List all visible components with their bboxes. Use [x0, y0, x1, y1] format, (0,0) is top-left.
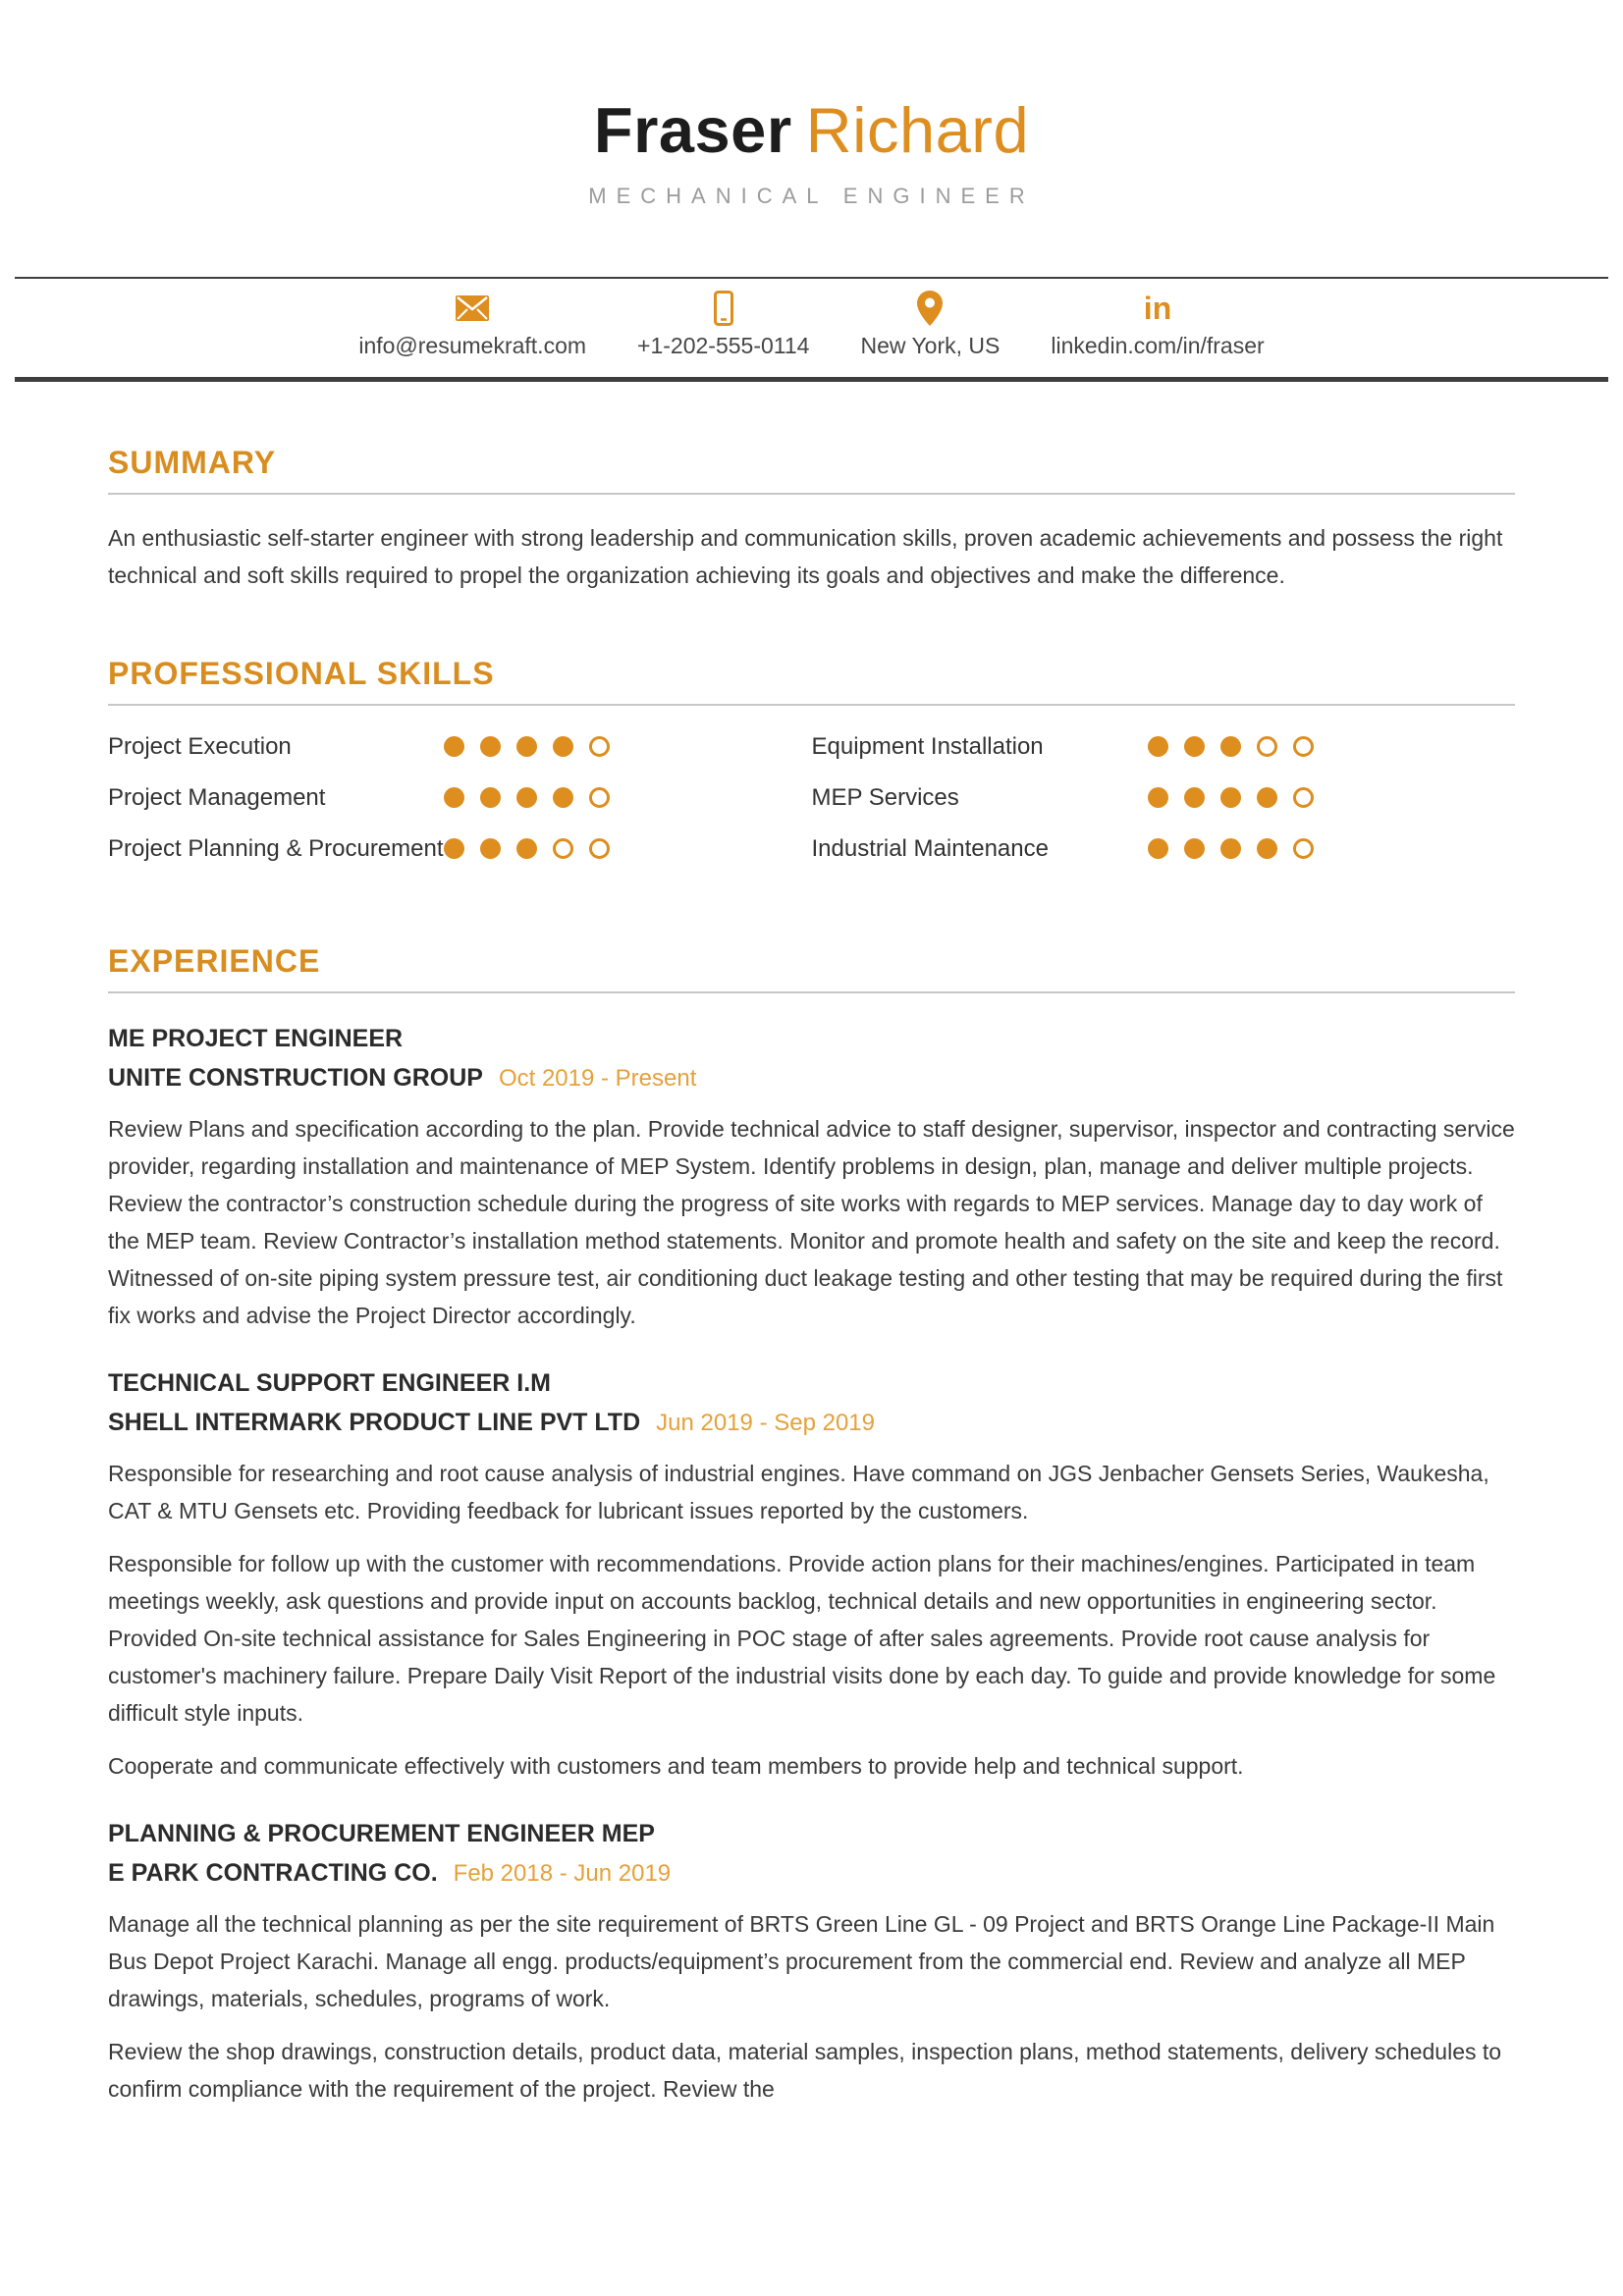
contact-item-email	[358, 291, 586, 359]
experience-section	[108, 942, 1515, 2108]
job-entry	[108, 1814, 1515, 2108]
skills-section	[108, 655, 1515, 883]
rating-dot-filled	[1148, 787, 1168, 808]
rating-dot-filled	[1220, 787, 1241, 808]
experience-heading: EXPERIENCE	[108, 943, 321, 979]
rating-dot-empty	[1293, 838, 1314, 859]
rating-dot-filled	[1184, 838, 1205, 859]
candidate-job-title: MECHANICAL ENGINEER	[588, 184, 1035, 208]
skill-rating-dots	[1148, 838, 1314, 859]
skill-name: MEP Services	[811, 784, 959, 811]
rating-dot-filled	[1257, 787, 1277, 808]
job-description: Manage all the technical planning as per the site requirement of BRTS Green Line GL - 09 Project and BRTS Orange Line Package-II Main Bus Depot Project Karachi. Manage all engg. products/equipment’s procurement from the commercial end. Review and analyze all MEP drawings, materials, schedules, programs of work.	[108, 1911, 1495, 2011]
rating-dot-empty	[589, 787, 610, 808]
candidate-last-name: Richard	[805, 94, 1030, 166]
rating-dot-filled	[1184, 736, 1205, 757]
job-company: UNITE CONSTRUCTION GROUP	[108, 1064, 483, 1092]
linkedin-icon: in	[1143, 291, 1172, 326]
phone-icon	[714, 291, 733, 326]
skill-rating-dots	[1148, 787, 1314, 808]
job-dates: Oct 2019 - Present	[498, 1065, 697, 1092]
job-company-line	[108, 1058, 1515, 1098]
job-dates: Jun 2019 - Sep 2019	[656, 1410, 875, 1436]
job-title: TECHNICAL SUPPORT ENGINEER I.M	[108, 1369, 551, 1397]
rating-dot-filled	[444, 838, 464, 859]
skills-column-right	[812, 730, 1516, 883]
rating-dot-filled	[1220, 838, 1241, 859]
skill-row	[812, 832, 1516, 865]
contact-row	[15, 291, 1608, 359]
resume-body	[108, 444, 1515, 2108]
skills-grid	[108, 730, 1515, 883]
contact-item-phone	[637, 291, 809, 359]
summary-text: An enthusiastic self-starter engineer with strong leadership and communication skills, proven academic achievements and possess the right technical and soft skills required to propel the organization achieving its goals and objectives and make the difference.	[108, 525, 1503, 588]
skill-rating-dots	[444, 787, 610, 808]
skill-row	[812, 781, 1516, 814]
job-title: ME PROJECT ENGINEER	[108, 1025, 404, 1052]
job-description: Review Plans and specification according to the plan. Provide technical advice to staff designer, supervisor, inspector and contracting service provider, regarding installation and maintenance of MEP System. Identify problems in design, plan, manage and deliver multiple projects. Review the contractor’s construction schedule during the progress of site works with regards to MEP services. Manage day to day work of the MEP team. Review Contractor’s installation method statements. Monitor and promote health and safety on the site and keep the record. Witnessed of on-site piping system pressure test, air conditioning duct leakage testing and other testing that may be required during the first fix works and advise the Project Director accordingly.	[108, 1116, 1515, 1328]
rating-dot-filled	[1148, 838, 1168, 859]
job-dates: Feb 2018 - Jun 2019	[453, 1860, 672, 1887]
rating-dot-filled	[444, 736, 464, 757]
skills-divider	[108, 704, 1515, 706]
rating-dot-filled	[516, 838, 537, 859]
summary-heading: SUMMARY	[108, 445, 277, 480]
skill-row	[108, 781, 812, 814]
contact-linkedin-label: linkedin.com/in/fraser	[1051, 333, 1265, 358]
rating-dot-empty	[1257, 736, 1277, 757]
summary-divider	[108, 493, 1515, 495]
rating-dot-filled	[516, 736, 537, 757]
job-title: PLANNING & PROCUREMENT ENGINEER MEP	[108, 1820, 655, 1847]
skills-column-left	[108, 730, 812, 883]
rating-dot-empty	[589, 838, 610, 859]
skill-row	[812, 730, 1516, 763]
rating-dot-filled	[1220, 736, 1241, 757]
candidate-first-name: Fraser	[593, 94, 792, 166]
skill-rating-dots	[444, 736, 610, 757]
rating-dot-filled	[1184, 787, 1205, 808]
skills-heading: PROFESSIONAL SKILLS	[108, 656, 495, 691]
experience-divider	[108, 991, 1515, 993]
location-icon	[917, 291, 943, 326]
job-description: Cooperate and communicate effectively with customers and team members to provide help and technical support.	[108, 1753, 1244, 1779]
skill-row	[108, 832, 812, 865]
skill-name: Project Management	[108, 784, 326, 811]
rating-dot-filled	[444, 787, 464, 808]
rating-dot-filled	[553, 736, 573, 757]
rating-dot-empty	[1293, 736, 1314, 757]
summary-section	[108, 444, 1515, 594]
job-description: Responsible for researching and root cause analysis of industrial engines. Have command on JGS Jenbacher Gensets Series, Waukesha, CAT & MTU Gensets etc. Providing feedback for lubricant issues reported by the customers.	[108, 1461, 1489, 1523]
rating-dot-filled	[480, 736, 501, 757]
resume-header	[0, 0, 1623, 210]
job-company: SHELL INTERMARK PRODUCT LINE PVT LTD	[108, 1409, 641, 1436]
job-company: E PARK CONTRACTING CO.	[108, 1859, 438, 1887]
skill-name: Project Execution	[108, 733, 292, 760]
contact-phone-label: +1-202-555-0114	[637, 333, 810, 358]
skill-rating-dots	[1148, 736, 1314, 757]
rating-dot-filled	[1148, 736, 1168, 757]
rating-dot-empty	[553, 838, 573, 859]
rating-dot-empty	[589, 736, 610, 757]
contact-bar	[15, 277, 1608, 382]
skill-row	[108, 730, 812, 763]
job-entry	[108, 1019, 1515, 1334]
rating-dot-empty	[1293, 787, 1314, 808]
email-icon	[456, 291, 489, 326]
job-company-line	[108, 1853, 1515, 1894]
skill-name: Project Planning & Procurement	[108, 835, 444, 862]
skill-rating-dots	[444, 838, 610, 859]
candidate-name	[0, 91, 1623, 170]
contact-item-location	[860, 291, 1000, 359]
job-entry	[108, 1363, 1515, 1785]
rating-dot-filled	[480, 787, 501, 808]
skill-name: Industrial Maintenance	[811, 835, 1049, 862]
contact-email-label: info@resumekraft.com	[358, 333, 587, 358]
rating-dot-filled	[553, 787, 573, 808]
rating-dot-filled	[1257, 838, 1277, 859]
rating-dot-filled	[516, 787, 537, 808]
job-company-line	[108, 1403, 1515, 1443]
contact-location-label: New York, US	[860, 333, 1001, 358]
skill-name: Equipment Installation	[811, 733, 1044, 760]
contact-item-linkedin	[1051, 291, 1264, 359]
job-description: Review the shop drawings, construction details, product data, material samples, inspection plans, method statements, delivery schedules to confirm compliance with the requirement of the project. Review the	[108, 2039, 1502, 2102]
rating-dot-filled	[480, 838, 501, 859]
job-description: Responsible for follow up with the customer with recommendations. Provide action plans for their machines/engines. Participated in team meetings weekly, ask questions and provide input on accounts backlog, technical details and new opportunities in engineering sector. Provided On-site technical assistance for Sales Engineering in POC stage of after sales agreements. Provide root cause analysis for customer's machinery failure. Prepare Daily Visit Report of the industrial visits done by each day. To guide and provide knowledge for some difficult style inputs.	[108, 1551, 1496, 1726]
